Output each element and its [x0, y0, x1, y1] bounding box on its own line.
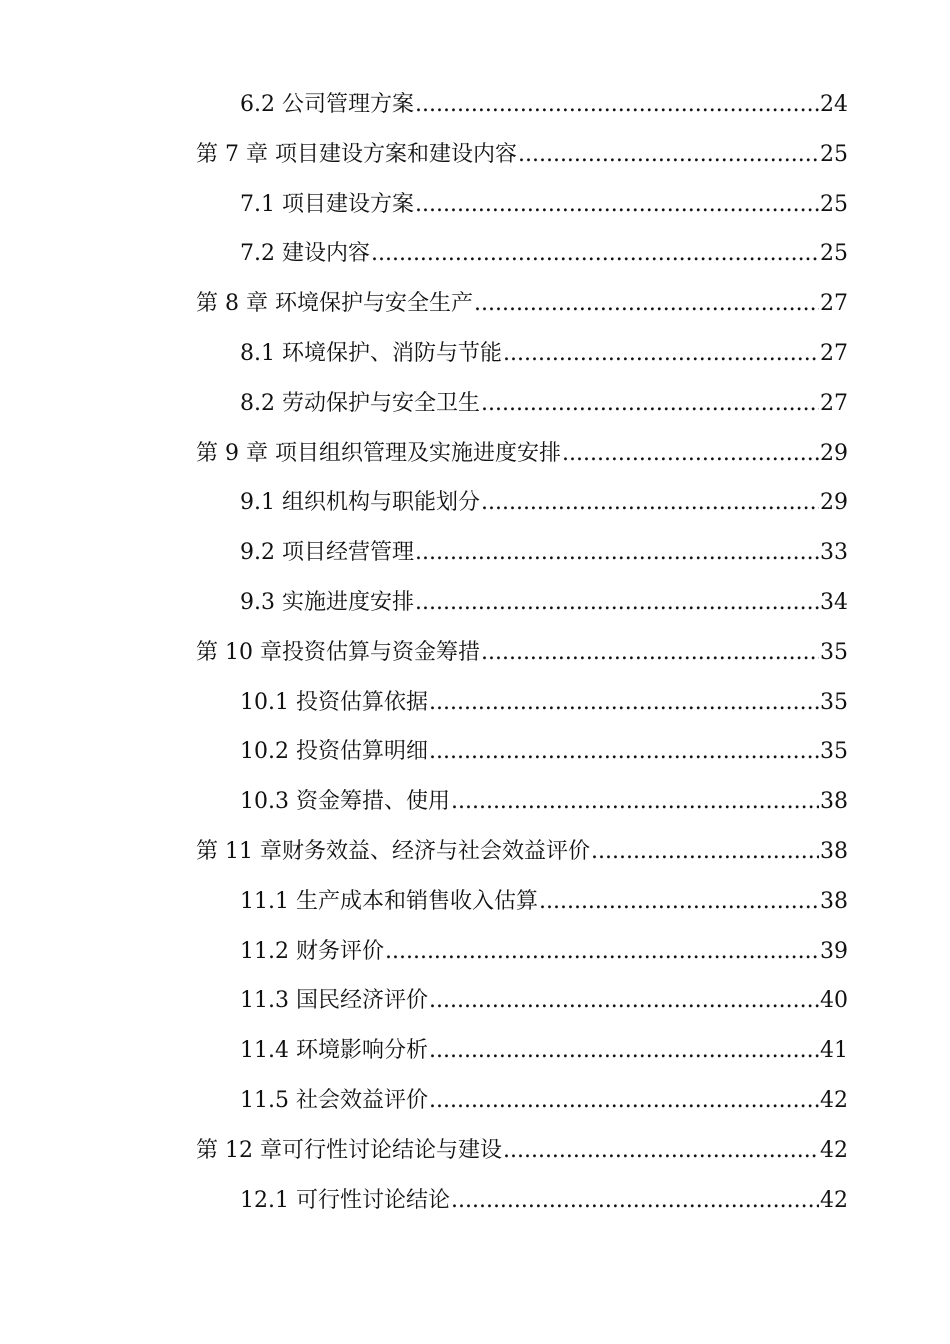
toc-entry[interactable] — [0, 727, 848, 777]
toc-entry-title: 10.3 资金筹措、使用 — [240, 789, 450, 815]
toc-entry[interactable] — [0, 877, 848, 927]
toc-entry-page: 27 — [820, 340, 848, 366]
toc-dot-leader — [429, 1026, 819, 1076]
toc-entry-page: 38 — [820, 888, 848, 914]
toc-entry[interactable] — [0, 279, 848, 329]
toc-entry-page: 34 — [820, 589, 848, 615]
toc-entry[interactable] — [0, 1126, 848, 1176]
toc-entry-page: 42 — [820, 1187, 848, 1213]
toc-entry-title: 7.1 项目建设方案 — [240, 191, 414, 217]
toc-entry[interactable] — [0, 429, 848, 479]
toc-entry-page: 35 — [820, 639, 848, 665]
toc-entry-page: 40 — [820, 988, 848, 1014]
toc-dot-leader — [451, 1176, 819, 1226]
toc-entry-page: 25 — [820, 141, 848, 167]
toc-entry[interactable] — [0, 1076, 848, 1126]
toc-entry-title: 第 7 章 项目建设方案和建设内容 — [196, 141, 517, 167]
toc-entry[interactable] — [0, 678, 848, 728]
toc-dot-leader — [429, 678, 819, 728]
toc-entry-page: 25 — [820, 191, 848, 217]
toc-entry-page: 42 — [820, 1087, 848, 1113]
toc-entry[interactable] — [0, 578, 848, 628]
toc-list — [0, 80, 848, 1225]
toc-entry-title: 9.1 组织机构与职能划分 — [240, 490, 480, 516]
toc-entry-page: 38 — [820, 789, 848, 815]
toc-entry[interactable] — [0, 180, 848, 230]
toc-entry-title: 6.2 公司管理方案 — [240, 92, 414, 117]
toc-entry[interactable] — [0, 80, 848, 130]
toc-entry[interactable] — [0, 528, 848, 578]
toc-entry[interactable] — [0, 229, 848, 279]
toc-entry-title: 11.5 社会效益评价 — [240, 1087, 428, 1113]
toc-dot-leader — [539, 877, 819, 927]
toc-dot-leader — [562, 429, 819, 479]
toc-entry-title: 第 10 章投资估算与资金筹措 — [196, 639, 480, 665]
toc-entry-title: 11.1 生产成本和销售收入估算 — [240, 888, 538, 914]
toc-dot-leader — [415, 180, 819, 230]
toc-entry-page: 39 — [820, 938, 848, 964]
toc-dot-leader — [503, 1126, 819, 1176]
toc-entry-page: 33 — [820, 540, 848, 566]
toc-entry-page: 35 — [820, 689, 848, 715]
toc-entry-title: 7.2 建设内容 — [240, 241, 370, 267]
toc-dot-leader — [503, 329, 819, 379]
toc-entry[interactable] — [0, 1026, 848, 1076]
toc-entry-page: 27 — [820, 291, 848, 317]
toc-entry-title: 第 9 章 项目组织管理及实施进度安排 — [196, 440, 561, 466]
toc-dot-leader — [415, 528, 819, 578]
toc-entry-page: 24 — [820, 92, 848, 117]
toc-entry-title: 11.4 环境影响分析 — [240, 1038, 428, 1064]
toc-entry[interactable] — [0, 130, 848, 180]
toc-entry[interactable] — [0, 628, 848, 678]
toc-entry-page: 29 — [820, 490, 848, 516]
toc-entry-title: 12.1 可行性讨论结论 — [240, 1187, 450, 1213]
toc-entry-page: 25 — [820, 241, 848, 267]
toc-entry-title: 10.1 投资估算依据 — [240, 689, 428, 715]
toc-entry-title: 第 11 章财务效益、经济与社会效益评价 — [196, 838, 590, 864]
toc-entry[interactable] — [0, 1176, 848, 1226]
toc-entry-title: 10.2 投资估算明细 — [240, 739, 428, 765]
toc-entry-page: 27 — [820, 390, 848, 416]
toc-dot-leader — [591, 827, 819, 877]
toc-entry-page: 41 — [820, 1038, 848, 1064]
toc-dot-leader — [385, 927, 819, 977]
toc-entry-title: 11.3 国民经济评价 — [240, 988, 428, 1014]
toc-entry[interactable] — [0, 777, 848, 827]
toc-entry-page: 29 — [820, 440, 848, 466]
toc-dot-leader — [481, 478, 819, 528]
toc-entry-title: 9.2 项目经营管理 — [240, 540, 414, 566]
toc-dot-leader — [481, 379, 819, 429]
toc-dot-leader — [371, 229, 819, 279]
toc-entry[interactable] — [0, 927, 848, 977]
toc-dot-leader — [518, 130, 819, 180]
toc-entry-page: 35 — [820, 739, 848, 765]
toc-entry[interactable] — [0, 329, 848, 379]
table-of-contents — [0, 80, 950, 1225]
toc-entry-title: 8.2 劳动保护与安全卫生 — [240, 390, 480, 416]
toc-dot-leader — [429, 1076, 819, 1126]
toc-dot-leader — [429, 727, 819, 777]
toc-dot-leader — [415, 80, 819, 130]
toc-dot-leader — [481, 628, 819, 678]
toc-dot-leader — [451, 777, 819, 827]
toc-entry[interactable] — [0, 478, 848, 528]
toc-entry-title: 11.2 财务评价 — [240, 938, 384, 964]
toc-entry[interactable] — [0, 379, 848, 429]
toc-dot-leader — [429, 976, 819, 1026]
toc-entry-title: 第 12 章可行性讨论结论与建设 — [196, 1137, 502, 1163]
toc-dot-leader — [474, 279, 819, 329]
toc-entry-title: 8.1 环境保护、消防与节能 — [240, 340, 502, 366]
toc-entry[interactable] — [0, 827, 848, 877]
toc-dot-leader — [415, 578, 819, 628]
toc-entry-page: 42 — [820, 1137, 848, 1163]
toc-entry-title: 第 8 章 环境保护与安全生产 — [196, 291, 473, 317]
toc-entry-title: 9.3 实施进度安排 — [240, 589, 414, 615]
toc-entry-page: 38 — [820, 838, 848, 864]
toc-entry[interactable] — [0, 976, 848, 1026]
